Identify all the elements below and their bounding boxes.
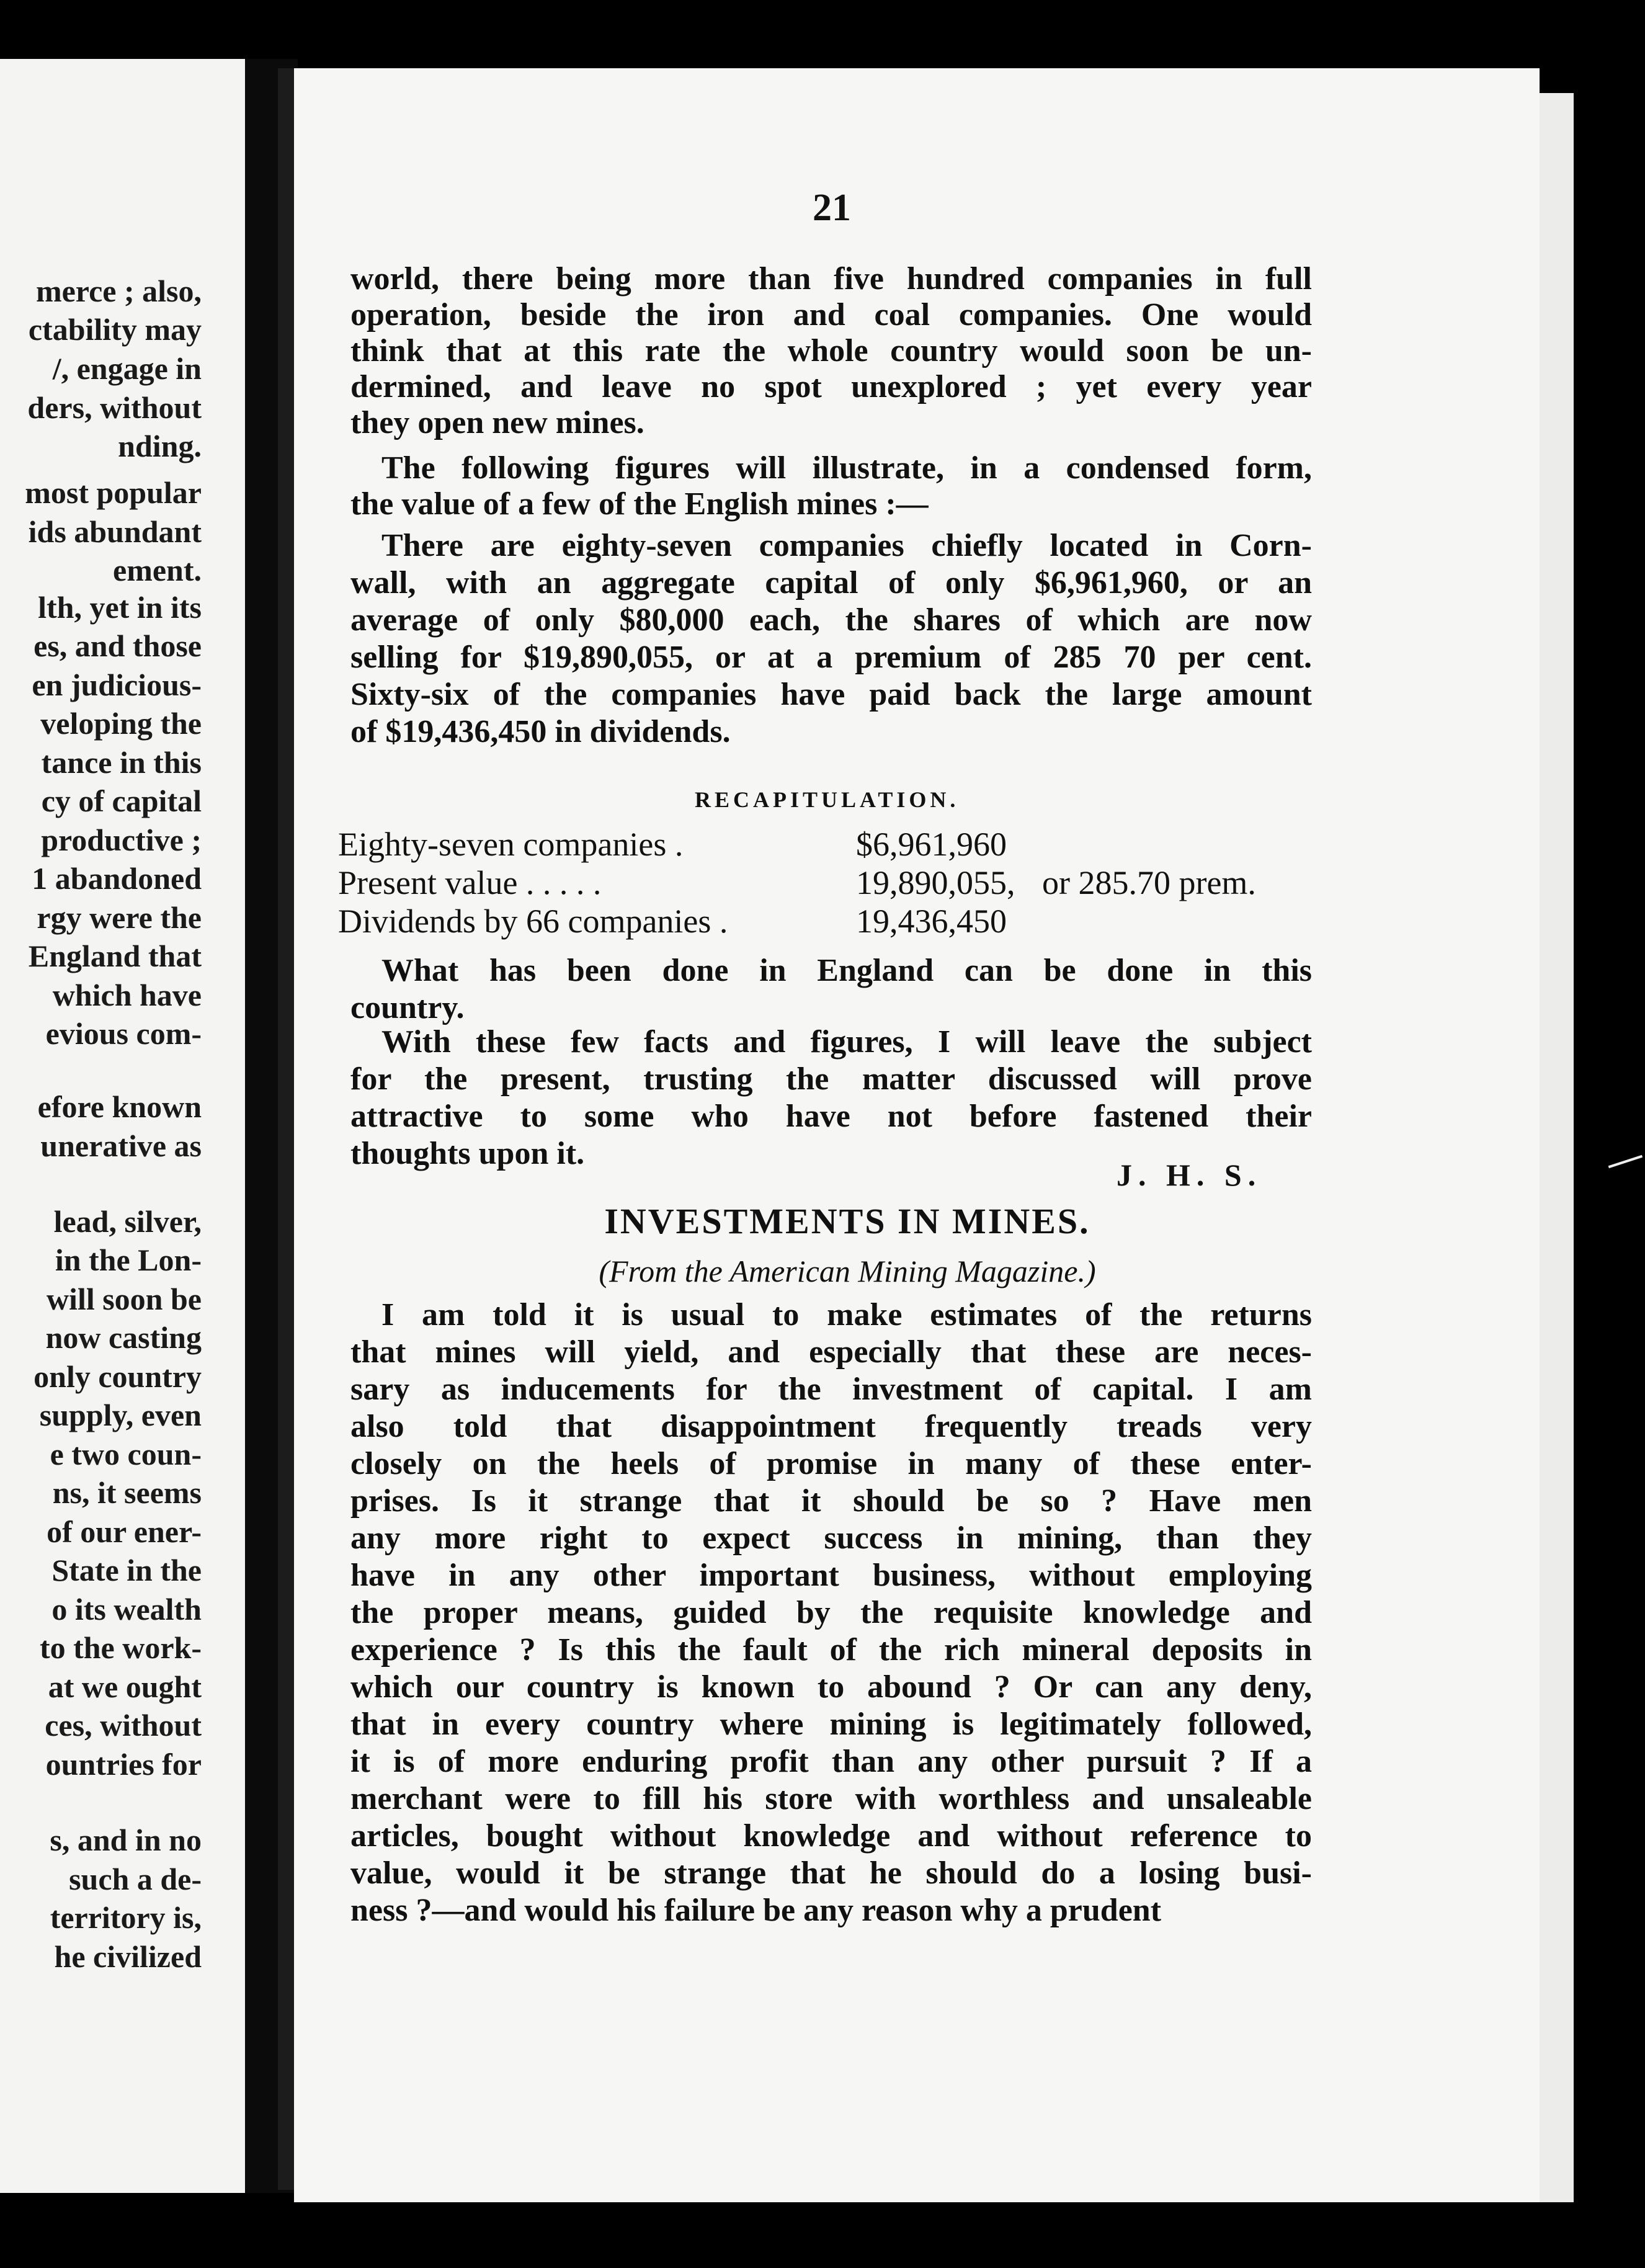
text-line: selling for $19,890,055, or at a premium of 285 70 per cent. — [350, 640, 1312, 675]
left-page-line: ders, without — [27, 390, 202, 425]
text-line: Sixty-six of the companies have paid back the large amount — [350, 677, 1312, 712]
left-page-line: will soon be — [46, 1282, 202, 1316]
left-page-line: he civilized — [54, 1939, 202, 1974]
text-line: have in any other important business, without employing — [350, 1558, 1312, 1593]
text-line: The following figures will illustrate, in a condensed form, — [381, 450, 1312, 486]
left-page-line: in the Lon- — [55, 1243, 202, 1277]
text-line: that in every country where mining is legitimately followed, — [350, 1707, 1312, 1742]
left-page-line: tance in this — [41, 745, 202, 780]
text-line: of $19,436,450 in dividends. — [350, 714, 731, 749]
left-page-line: lead, silver, — [53, 1204, 202, 1239]
left-page-line: veloping the — [40, 706, 202, 741]
left-page-line: cy of capital — [41, 784, 202, 818]
text-line: There are eighty-seven companies chiefly located in Corn- — [381, 528, 1312, 563]
text-line: it is of more enduring profit than any other pursuit ? If a — [350, 1744, 1312, 1779]
left-page-line: territory is, — [50, 1900, 202, 1935]
text-line: wall, with an aggregate capital of only $6,961,960, or an — [350, 565, 1312, 600]
text-line: operation, beside the iron and coal companies. One would — [350, 297, 1312, 333]
text-line: average of only $80,000 each, the shares of which are now — [350, 602, 1312, 638]
text-line: articles, bought without knowledge and without reference to — [350, 1818, 1312, 1854]
recap-value: 19,890,055, — [856, 864, 1015, 901]
left-page-line: most popular — [25, 475, 202, 510]
text-line: that mines will yield, and especially that these are neces- — [350, 1334, 1312, 1370]
text-line: world, there being more than five hundred companies in full — [350, 261, 1312, 297]
recap-label: Present value . . . . . — [338, 864, 602, 901]
text-line: think that at this rate the whole country would soon be un- — [350, 333, 1312, 368]
left-page-line: en judicious- — [32, 667, 202, 702]
left-page-line: ns, it seems — [52, 1475, 202, 1510]
left-page — [0, 59, 245, 2193]
text-line: With these few facts and figures, I will leave the subject — [381, 1024, 1312, 1060]
signature: J. H. S. — [1117, 1158, 1262, 1192]
left-page-line: unerative as — [40, 1128, 202, 1163]
text-line: ness ?—and would his failure be any reason why a prudent — [350, 1893, 1162, 1928]
left-page-line: merce ; also, — [35, 274, 202, 308]
left-page-line: lth, yet in its — [38, 590, 202, 625]
text-line: also told that disappointment frequently treads very — [350, 1409, 1312, 1444]
left-page-line: s, and in no — [50, 1823, 202, 1857]
recap-value: $6,961,960 — [856, 826, 1007, 863]
left-page-line: evious com- — [45, 1016, 202, 1051]
left-page-line: productive ; — [41, 823, 202, 857]
left-page-line: efore known — [37, 1089, 202, 1124]
left-page-line: nding. — [118, 429, 202, 463]
text-line: thoughts upon it. — [350, 1136, 585, 1171]
recap-note: or 285.70 prem. — [1042, 864, 1256, 901]
left-page-line: to the work- — [39, 1630, 202, 1665]
left-page-line: now casting — [45, 1320, 202, 1355]
left-page-line: ces, without — [45, 1708, 202, 1743]
left-page-line: ctability may — [28, 312, 202, 347]
text-line: experience ? Is this the fault of the rich mineral deposits in — [350, 1632, 1312, 1668]
left-page-line: rgy were the — [37, 900, 202, 935]
left-page-line: ement. — [113, 553, 202, 587]
text-line: the value of a few of the English mines :— — [350, 486, 929, 522]
left-page-line: such a de- — [69, 1862, 202, 1896]
recap-value: 19,436,450 — [856, 903, 1007, 940]
margin-mark — [1608, 1155, 1645, 1180]
text-line: they open new mines. — [350, 405, 644, 440]
text-line: dermined, and leave no spot unexplored ; yet every year — [350, 369, 1312, 404]
left-page-line: England that — [28, 939, 202, 973]
page-number: 21 — [813, 187, 851, 229]
text-line: merchant were to fill his store with worthless and unsaleable — [350, 1781, 1312, 1816]
left-page-line: 1 abandoned — [32, 861, 202, 896]
text-line: attractive to some who have not before fastened their — [350, 1099, 1312, 1134]
text-line: prises. Is it strange that it should be so ? Have men — [350, 1483, 1312, 1519]
text-line: for the present, trusting the matter discussed will prove — [350, 1061, 1312, 1097]
left-page-line: o its wealth — [51, 1592, 202, 1627]
page-edge — [1540, 93, 1574, 2202]
text-line: any more right to expect success in mining, than they — [350, 1520, 1312, 1556]
text-line: I am told it is usual to make estimates of the returns — [381, 1297, 1312, 1333]
left-page-line: /, engage in — [52, 351, 202, 386]
text-line: value, would it be strange that he should do a losing busi- — [350, 1855, 1312, 1891]
recap-label: Dividends by 66 companies . — [338, 903, 728, 940]
text-line: What has been done in England can be done in this — [381, 953, 1312, 988]
left-page-line: ountries for — [45, 1747, 202, 1782]
text-line: country. — [350, 990, 465, 1025]
recap-label: Eighty-seven companies . — [338, 826, 684, 863]
left-page-line: es, and those — [33, 628, 202, 663]
left-page-line: State in the — [51, 1553, 202, 1587]
left-page-line: of our ener- — [47, 1514, 202, 1549]
text-line: which our country is known to abound ? Or can any deny, — [350, 1669, 1312, 1705]
left-page-line: only country — [33, 1359, 202, 1394]
left-page-line: at we ought — [48, 1669, 202, 1704]
recap-title: RECAPITULATION. — [695, 787, 960, 812]
article-source: (From the American Mining Magazine.) — [599, 1254, 1096, 1288]
left-page-line: supply, even — [39, 1398, 202, 1432]
left-page-line: which have — [52, 978, 202, 1012]
text-line: sary as inducements for the investment of capital. I am — [350, 1372, 1312, 1407]
article-heading: INVESTMENTS IN MINES. — [604, 1201, 1090, 1241]
left-page-line: ids abundant — [28, 514, 202, 549]
text-line: the proper means, guided by the requisite knowledge and — [350, 1595, 1312, 1630]
text-line: closely on the heels of promise in many of these enter- — [350, 1446, 1312, 1481]
left-page-line: e two coun- — [50, 1437, 202, 1471]
gutter-shadow — [278, 68, 294, 2190]
